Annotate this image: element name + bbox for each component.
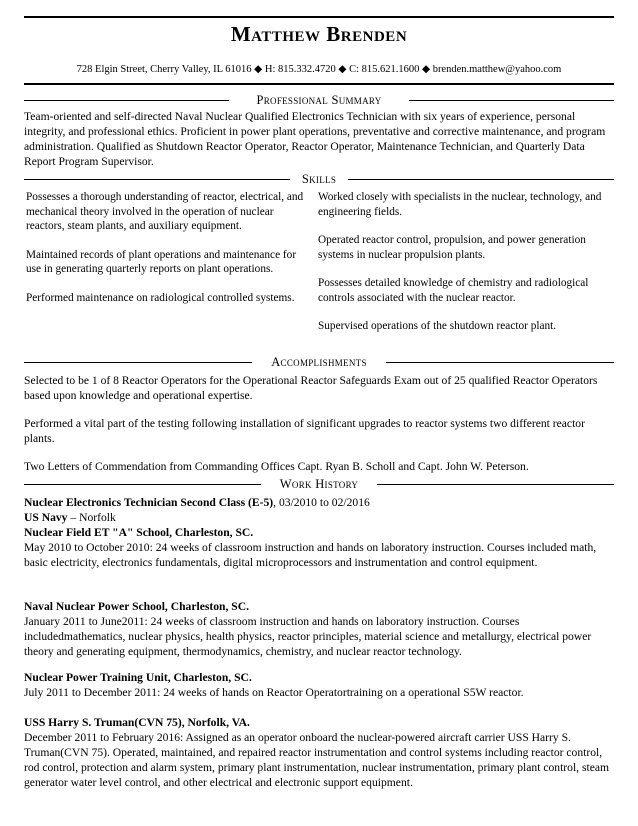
- section-title: Work History: [279, 477, 359, 491]
- divider: [386, 362, 614, 363]
- divider: [24, 100, 229, 101]
- employer: US Navy: [24, 511, 68, 524]
- cell-phone: C: 815.621.1600: [349, 64, 420, 75]
- accomplishment-item: Performed a vital part of the testing following installation of significant upgrades to reactor systems two different reactor plants.: [24, 417, 585, 445]
- accomplishment-item: Selected to be 1 of 8 Reactor Operators for the Operational Reactor Safeguards Exam out of 25 qualified Reactor Operators based upon knowledge and operational expertise.: [24, 374, 598, 402]
- summary-text: Team-oriented and self-directed Naval Nuclear Qualified Electronics Technician with six years of experience, personal integrity, and professional ethics. Proficient in power plant operations, preventative and corrective maintenance, and program administration. Qualified as Shutdown Reactor Operator, Reactor Operator, Maintenance Technician, and Quarterly Data Report Program Supervisor.: [24, 110, 606, 168]
- candidate-name: Matthew Brenden: [230, 22, 408, 46]
- skill-item: Possesses detailed knowledge of chemistry and radiological controls associated with the nuclear reactor.: [318, 277, 589, 304]
- training-entry: [24, 670, 614, 700]
- diamond-separator-icon: ◆: [254, 64, 263, 75]
- header-bottom-rule: [24, 83, 614, 85]
- home-phone: H: 815.332.4720: [264, 64, 336, 75]
- skill-item: Worked closely with specialists in the nuclear, technology, and engineering fields.: [318, 191, 602, 218]
- training-text: July 2011 to December 2011: 24 weeks of hands on Reactor Operatortraining on a operational S5W reactor.: [24, 686, 524, 699]
- skill-item: Possesses a thorough understanding of reactor, electrical, and mechanical theory involved in the operation of nuclear reactors, steam plants, and auxiliary equipment.: [26, 191, 304, 232]
- employer-location: – Norfolk: [67, 511, 116, 524]
- section-title: Professional Summary: [256, 93, 382, 107]
- skills-left-column: [26, 190, 312, 305]
- section-header-summary: [24, 93, 614, 107]
- training-heading: Naval Nuclear Power School, Charleston, SC.: [24, 600, 249, 613]
- contact-line: [24, 63, 614, 75]
- skill-item: Supervised operations of the shutdown reactor plant.: [318, 320, 557, 332]
- email-link[interactable]: brenden.matthew@yahoo.com: [432, 64, 562, 75]
- section-title: Accomplishments: [271, 355, 367, 369]
- divider: [348, 179, 614, 180]
- assignment-entry: [24, 715, 614, 790]
- training-text: May 2010 to October 2010: 24 weeks of classroom instruction and hands on laboratory instruction. Courses included math, basic electricity, electronics fundamentals, digital microprocessors and instrumentation and control equipment.: [24, 541, 597, 569]
- accomplishment-item: Two Letters of Commendation from Commanding Offices Capt. Ryan B. Scholl and Capt. John W. Peterson.: [24, 460, 529, 473]
- divider: [377, 484, 614, 485]
- skills-right-column: [318, 190, 608, 334]
- training-heading: Nuclear Power Training Unit, Charleston, SC.: [24, 671, 252, 684]
- skill-item: Performed maintenance on radiological controlled systems.: [26, 291, 295, 304]
- top-rule: [24, 16, 614, 18]
- divider: [24, 484, 261, 485]
- employer-line: [24, 510, 614, 525]
- skill-item: Maintained records of plant operations and maintenance for use in generating quarterly reports on plant operations.: [26, 248, 297, 275]
- divider: [24, 362, 252, 363]
- job-title: Nuclear Electronics Technician Second Class (E-5): [24, 496, 274, 509]
- training-entry: [24, 599, 614, 659]
- diamond-separator-icon: ◆: [338, 64, 347, 75]
- section-header-skills: [24, 172, 614, 186]
- divider: [24, 179, 290, 180]
- training-entry: [24, 525, 614, 570]
- address: 728 Elgin Street, Cherry Valley, IL 61016: [76, 64, 252, 75]
- section-header-accomplishments: [24, 355, 614, 369]
- training-text: January 2011 to June2011: 24 weeks of classroom instruction and hands on laboratory instruction. Courses includedmathematics, nuclear physics, health physics, reactor principles, material science and metallurgy, electrical power theory and generating equipment, thermodynamics, chemistry, and nuclear reactor technology.: [24, 615, 592, 658]
- divider: [409, 100, 614, 101]
- skill-item: Operated reactor control, propulsion, and power generation systems in nuclear propulsion plants.: [318, 234, 586, 261]
- job-dates: , 03/2010 to 02/2016: [273, 496, 370, 509]
- diamond-separator-icon: ◆: [421, 64, 431, 75]
- section-header-work-history: [24, 477, 614, 491]
- training-heading: Nuclear Field ET "A" School, Charleston, SC.: [24, 526, 254, 539]
- assignment-text: December 2011 to February 2016: Assigned as an operator onboard the nuclear-powered aircraft carrier USS Harry S. Truman(CVN 75). Operated, maintained, and repaired reactor instrumentation and control systems including reactor control, rod control, protection and alarm system, primary plant instrumentation, nuclear instrumentation, primary plant control, steam generator water level control, and other electrical and electronic support equipment.: [24, 731, 610, 789]
- assignment-heading: USS Harry S. Truman(CVN 75), Norfolk, VA.: [24, 716, 250, 729]
- job-title-line: [24, 495, 614, 510]
- section-title: Skills: [301, 172, 337, 186]
